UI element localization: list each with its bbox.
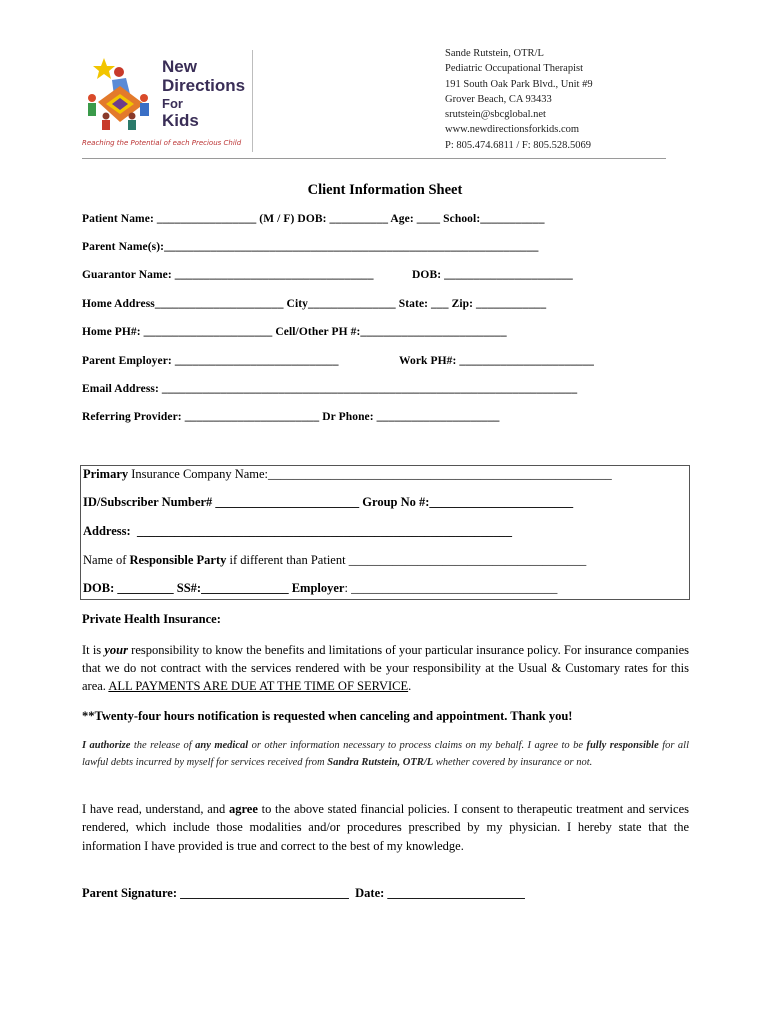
- contact-city: Grover Beach, CA 93433: [445, 93, 552, 105]
- dob-ss-employer-line: DOB: _________ SS#:______________ Employer: _________________________________: [83, 581, 558, 595]
- logo-text-directions: Directions: [162, 76, 246, 95]
- home-address-line: Home Address______________________ City_______________ State: ___ Zip: ____________: [82, 298, 547, 310]
- guarantor-dob-line: DOB: ______________________: [412, 269, 573, 281]
- contact-block: [445, 46, 593, 153]
- payment-due-notice: ALL PAYMENTS ARE DUE AT THE TIME OF SERVICE: [108, 679, 409, 693]
- private-insurance-heading: Private Health Insurance:: [82, 612, 221, 626]
- contact-website: www.newdirectionsforkids.com: [445, 124, 580, 136]
- logo-text-kids: Kids: [162, 111, 199, 130]
- policy-paragraph: It is your responsibility to know the benefits and limitations of your particular insurance policy. For insurance companies that we do not contract with the services rendered with be your responsibility at the Usual & Customary rates for this area. ALL PAYMENTS ARE DUE AT THE TIME OF SERVICE.: [82, 643, 689, 693]
- patient-info-line: Patient Name: _________________ (M / F) DOB: __________ Age: ____ School:___________: [82, 213, 545, 225]
- primary-label: Primary: [83, 467, 129, 481]
- parent-name-line: Parent Name(s):________________________________________________________________: [82, 241, 539, 253]
- phone-line: Home PH#: ______________________ Cell/Other PH #:_________________________: [82, 326, 507, 338]
- contact-role: Pediatric Occupational Therapist: [445, 63, 584, 75]
- contact-phone: P: 805.474.6811 / F: 805.528.5069: [445, 139, 592, 151]
- header-rule: [82, 158, 666, 159]
- responsible-party-line: Name of Responsible Party if different than Patient ______________________________________: [83, 553, 587, 567]
- contact-name: Sande Rutstein, OTR/L: [445, 48, 544, 59]
- insurance-address-line: Address: ____________________________________________________________: [83, 524, 512, 538]
- authorization-paragraph: I authorize the release of any medical or other information necessary to process claims on my behalf. I agree to be fully responsible for all lawful debts incurred by myself for services received from Sandra Rutstein, OTR/L whether covered by insurance or not.: [82, 740, 689, 768]
- consent-paragraph: I have read, understand, and agree to the above stated financial policies. I consent to therapeutic treatment and services rendered, which include those modalities and/or procedures prescribed by my physician. I hereby state that the information I have provided is true and correct to the best of my knowledge.: [82, 802, 689, 853]
- contact-address: 191 South Oak Park Blvd., Unit #9: [445, 78, 593, 90]
- guarantor-name-line: Guarantor Name: __________________________________: [82, 269, 374, 281]
- logo-tagline: Reaching the Potential of each Precious Child: [82, 139, 242, 147]
- star-icon: [93, 58, 115, 79]
- work-phone-line: Work PH#: _______________________: [399, 355, 594, 367]
- page-title: Client Information Sheet: [307, 182, 463, 198]
- email-line: Email Address: _______________________________________________________________________: [82, 383, 578, 395]
- referring-provider-line: Referring Provider: _______________________ Dr Phone: _____________________: [82, 411, 500, 423]
- logo-text-for: For: [162, 96, 183, 111]
- logo: [82, 52, 250, 152]
- cancellation-notice: **Twenty-four hours notification is requested when canceling and appointment. Thank you!: [82, 709, 573, 723]
- signature-line: Parent Signature: ___________________________ Date: ______________________: [82, 886, 525, 900]
- logo-text-new: New: [162, 57, 197, 76]
- subscriber-line: ID/Subscriber Number# _______________________ Group No #:_______________________: [83, 495, 574, 509]
- header-divider: [252, 50, 253, 152]
- parent-employer-line: Parent Employer: ____________________________: [82, 355, 339, 367]
- contact-email: srutstein@sbcglobal.net: [445, 109, 546, 121]
- insurance-company-line: Primary Insurance Company Name:_______________________________________________________: [83, 467, 612, 481]
- logo-kids-illustration: [82, 54, 166, 140]
